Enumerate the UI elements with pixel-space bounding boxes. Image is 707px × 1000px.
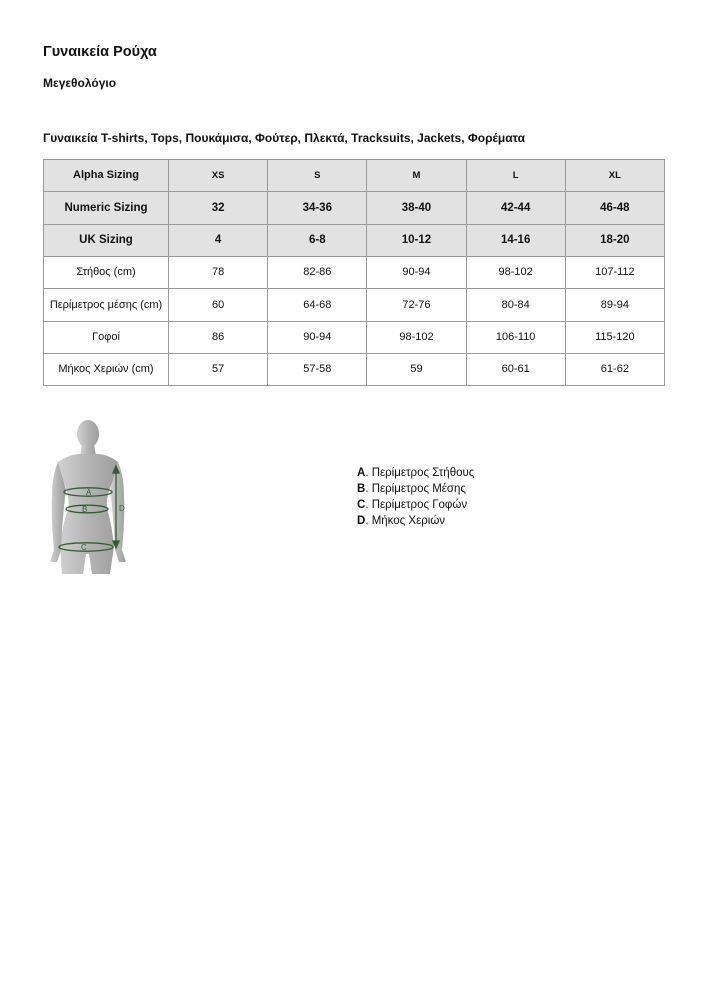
table-cell: 57-58 xyxy=(268,354,367,386)
table-cell: S xyxy=(268,160,367,192)
table-cell: XS xyxy=(169,160,268,192)
table-row-chest xyxy=(44,257,665,289)
table-row-arm-length xyxy=(44,354,665,386)
table-cell: 14-16 xyxy=(466,225,565,257)
marker-d: D xyxy=(119,504,125,513)
table-cell: 78 xyxy=(169,257,268,289)
legend-key: D xyxy=(357,515,366,527)
legend-item-c xyxy=(357,497,474,513)
legend-text: . Περίμετρος Μέσης xyxy=(365,483,466,495)
table-row-hips xyxy=(44,322,665,354)
table-cell: 115-120 xyxy=(565,322,664,354)
page-subtitle: Μεγεθολόγιο xyxy=(43,76,117,90)
marker-c: C xyxy=(81,543,87,552)
table-cell: M xyxy=(367,160,466,192)
table-cell: 80-84 xyxy=(466,289,565,322)
row-label: Alpha Sizing xyxy=(44,160,169,192)
legend-key: B xyxy=(357,483,366,495)
table-cell: 60-61 xyxy=(466,354,565,386)
marker-a: A xyxy=(86,488,92,497)
table-cell: 34-36 xyxy=(268,192,367,225)
legend-item-b xyxy=(357,481,474,497)
table-cell: 98-102 xyxy=(466,257,565,289)
row-label: Γοφοί xyxy=(44,322,169,354)
table-cell: L xyxy=(466,160,565,192)
table-cell: 90-94 xyxy=(268,322,367,354)
legend-item-a xyxy=(357,465,474,481)
measurement-legend xyxy=(357,465,474,529)
table-cell: 18-20 xyxy=(565,225,664,257)
legend-text: . Περίμετρος Στήθους xyxy=(365,467,475,479)
table-cell: 4 xyxy=(169,225,268,257)
table-cell: 82-86 xyxy=(268,257,367,289)
table-cell: 64-68 xyxy=(268,289,367,322)
table-cell: XL xyxy=(565,160,664,192)
row-label: UK Sizing xyxy=(44,225,169,257)
section-title: Γυναικεία T-shirts, Tops, Πουκάμισα, Φούτερ, Πλεκτά, Tracksuits, Jackets, Φορέματα xyxy=(43,131,526,145)
legend-text: . Μήκος Χεριών xyxy=(365,515,446,527)
table-cell: 86 xyxy=(169,322,268,354)
table-cell: 106-110 xyxy=(466,322,565,354)
row-label: Περίμετρος μέσης (cm) xyxy=(44,289,169,322)
table-cell: 38-40 xyxy=(367,192,466,225)
table-cell: 6-8 xyxy=(268,225,367,257)
size-table xyxy=(43,159,665,386)
body-measurement-figure xyxy=(40,416,140,578)
table-row-alpha-sizing xyxy=(44,160,665,192)
table-cell: 32 xyxy=(169,192,268,225)
table-cell: 59 xyxy=(367,354,466,386)
table-cell: 10-12 xyxy=(367,225,466,257)
table-cell: 72-76 xyxy=(367,289,466,322)
legend-text: . Περίμετρος Γοφών xyxy=(365,499,468,511)
legend-key: A xyxy=(357,467,366,479)
table-cell: 98-102 xyxy=(367,322,466,354)
table-cell: 90-94 xyxy=(367,257,466,289)
marker-b: B xyxy=(82,505,88,514)
table-row-waist xyxy=(44,289,665,322)
row-label: Μήκος Χεριών (cm) xyxy=(44,354,169,386)
table-cell: 61-62 xyxy=(565,354,664,386)
table-cell: 57 xyxy=(169,354,268,386)
table-cell: 107-112 xyxy=(565,257,664,289)
page-title: Γυναικεία Ρούχα xyxy=(43,44,157,60)
legend-key: C xyxy=(357,499,366,511)
table-cell: 89-94 xyxy=(565,289,664,322)
female-silhouette-icon xyxy=(40,416,140,578)
table-row-numeric-sizing xyxy=(44,192,665,225)
legend-item-d xyxy=(357,513,474,529)
table-cell: 42-44 xyxy=(466,192,565,225)
table-cell: 60 xyxy=(169,289,268,322)
row-label: Numeric Sizing xyxy=(44,192,169,225)
table-cell: 46-48 xyxy=(565,192,664,225)
row-label: Στήθος (cm) xyxy=(44,257,169,289)
table-row-uk-sizing xyxy=(44,225,665,257)
